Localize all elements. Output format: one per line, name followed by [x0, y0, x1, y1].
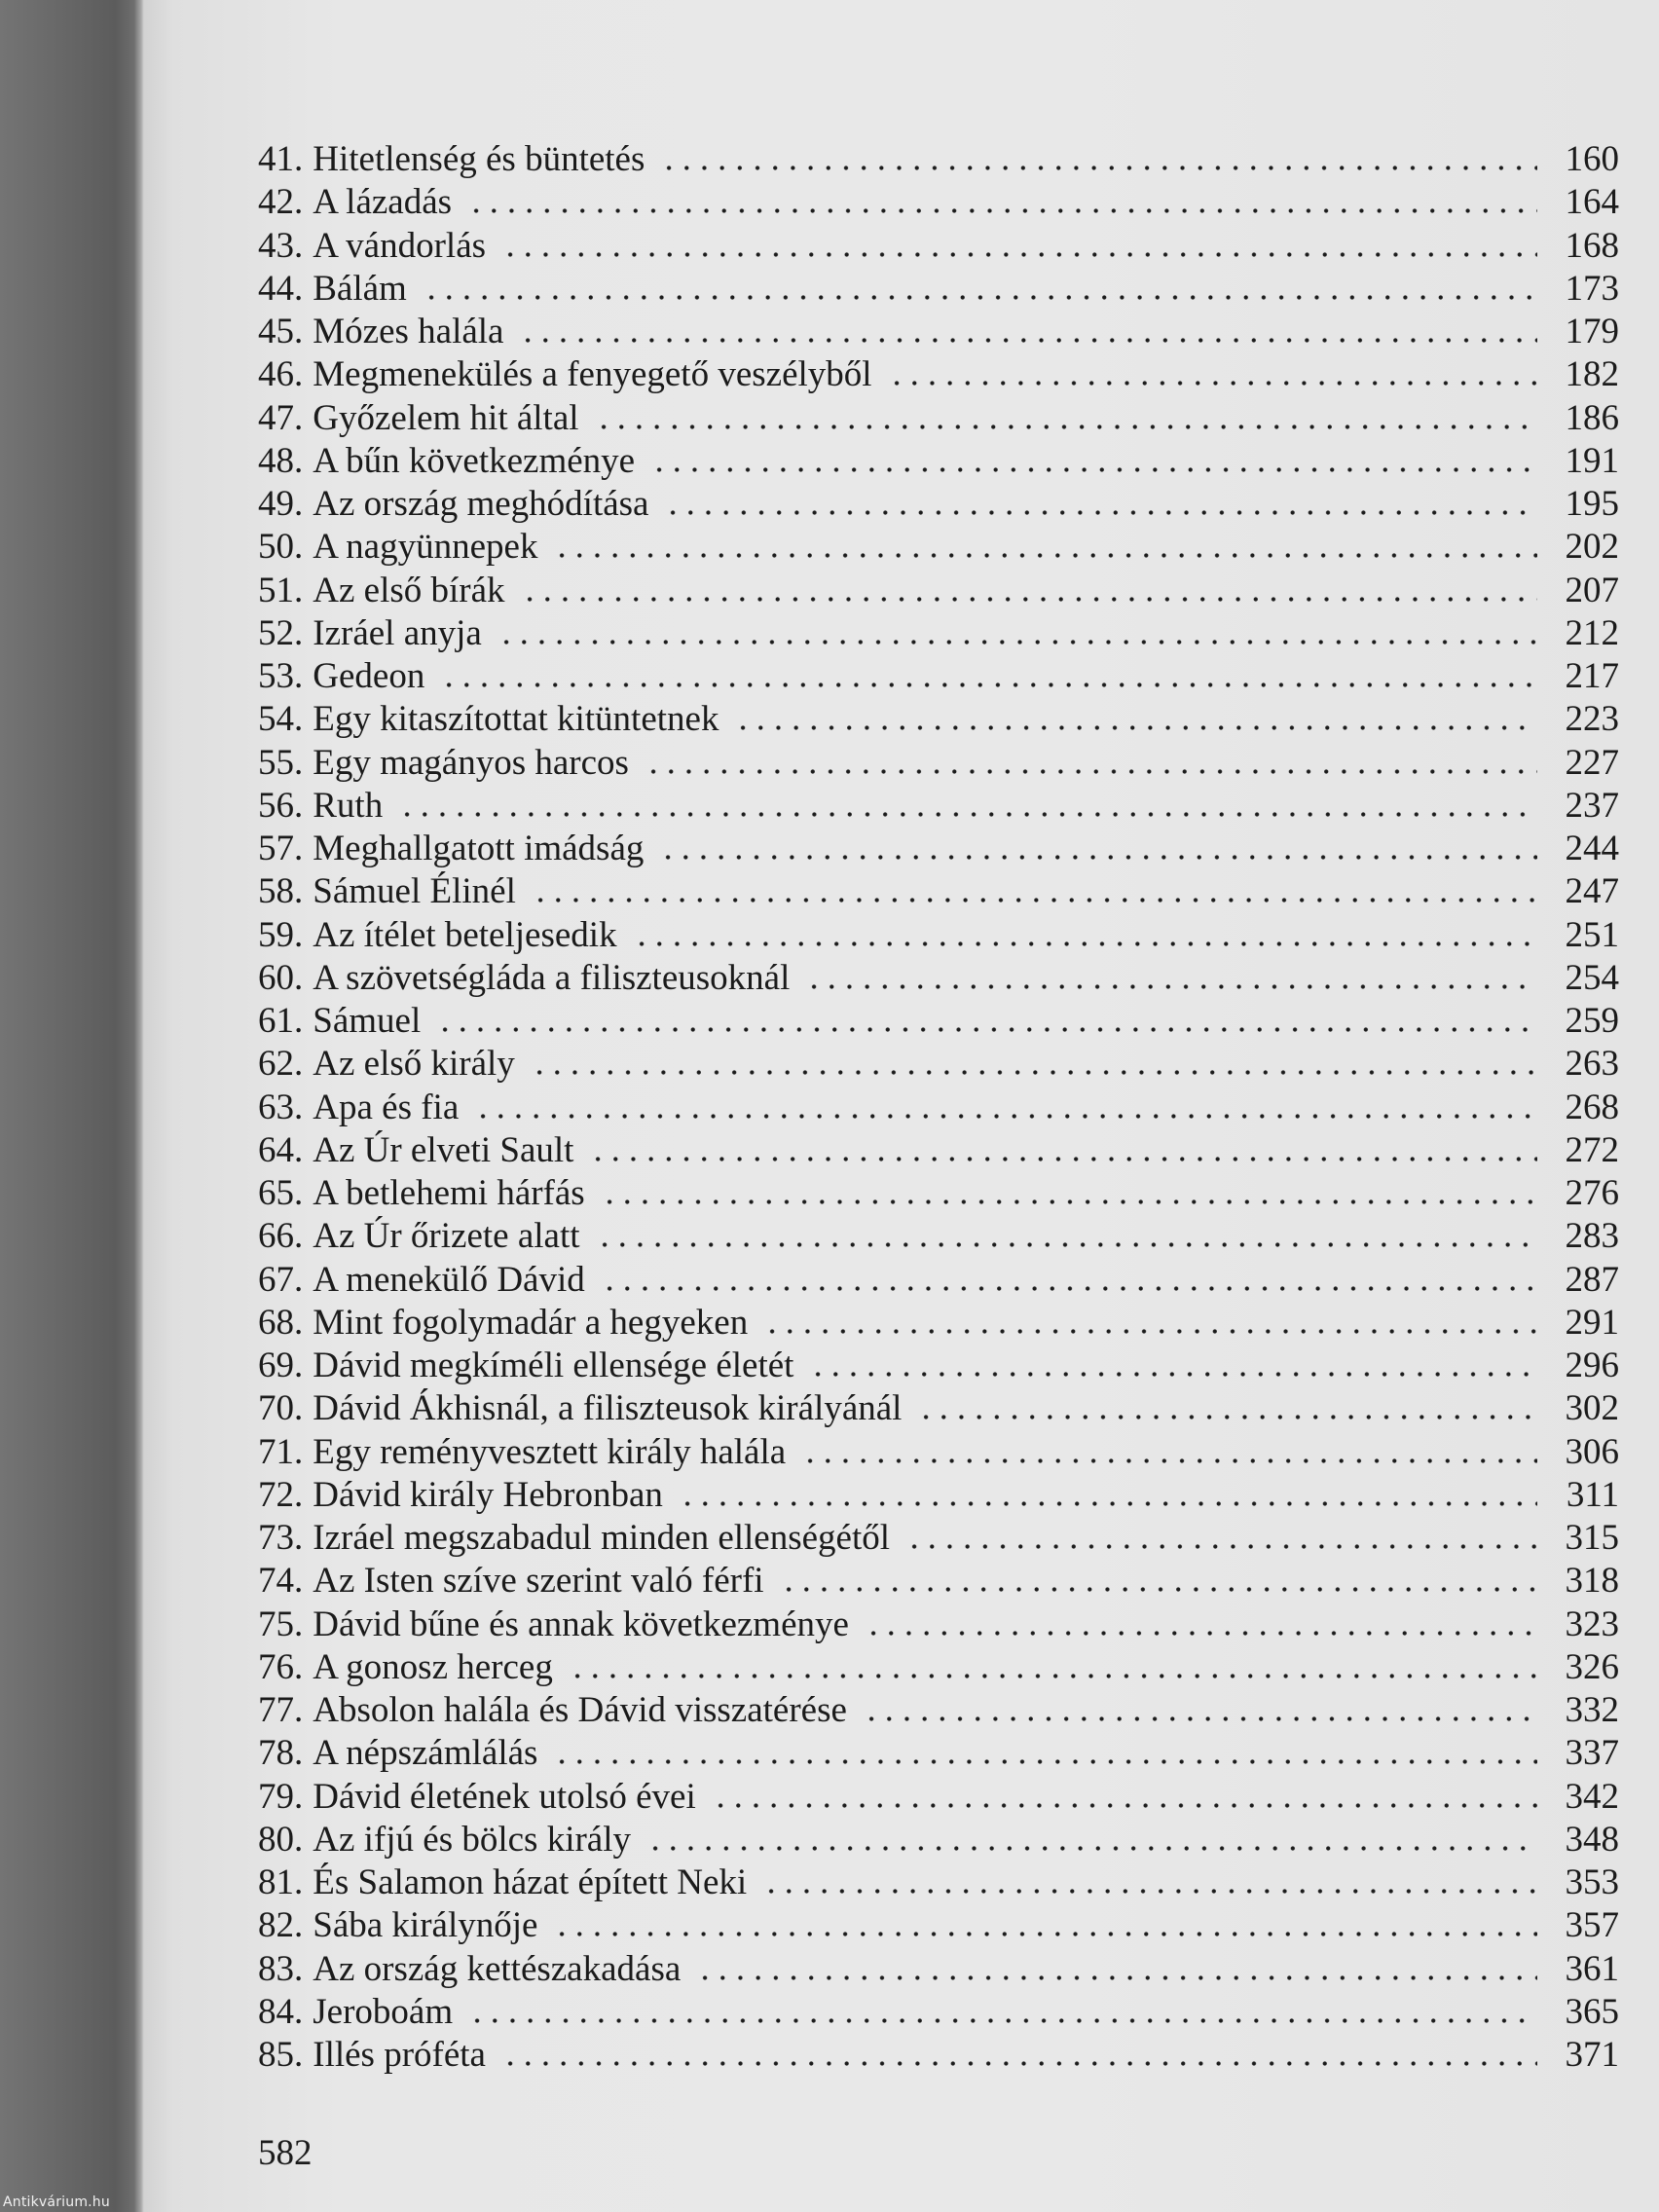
entry-page: 223	[1565, 699, 1619, 740]
dot-leader	[595, 424, 1537, 429]
dot-leader	[601, 1199, 1537, 1204]
toc-entry	[258, 1215, 1619, 1258]
entry-page: 227	[1565, 742, 1619, 783]
entry-number: 78.	[258, 1733, 304, 1774]
entry-page: 315	[1565, 1518, 1619, 1558]
dot-leader	[468, 2018, 1537, 2023]
entry-number: 71.	[258, 1431, 304, 1472]
toc-entry	[258, 1819, 1619, 1862]
entry-number: 61.	[258, 1001, 304, 1041]
entry-number: 74.	[258, 1561, 304, 1602]
entry-page: 342	[1565, 1776, 1619, 1817]
entry-page: 237	[1565, 785, 1619, 826]
entry-title: Az Úr elveti Sault	[313, 1129, 574, 1170]
entry-title: Apa és fia	[313, 1087, 460, 1127]
toc-entry	[258, 1904, 1619, 1947]
toc-entry	[258, 1431, 1619, 1474]
entry-page: 272	[1565, 1129, 1619, 1170]
entry-page: 323	[1565, 1604, 1619, 1644]
toc-entry	[258, 1387, 1619, 1430]
entry-number: 69.	[258, 1346, 304, 1385]
dot-leader	[780, 1587, 1537, 1592]
toc-list	[258, 138, 1619, 2077]
entry-title: Egy kitaszítottat kitüntetnek	[313, 699, 719, 740]
dot-leader	[531, 1070, 1537, 1075]
toc-entry	[258, 612, 1619, 655]
toc-entry	[258, 1776, 1619, 1819]
entry-title: Az Isten szíve szerint való férfi	[313, 1561, 764, 1602]
toc-entry	[258, 225, 1619, 268]
dot-leader	[589, 1157, 1537, 1161]
entry-title: És Salamon házat épített Neki	[313, 1862, 748, 1902]
entry-title: Dávid életének utolsó évei	[313, 1776, 696, 1817]
entry-title: Meghallgatott imádság	[313, 829, 645, 868]
dot-leader	[474, 1114, 1537, 1119]
entry-title: Mózes halála	[313, 312, 504, 351]
entry-number: 60.	[258, 957, 304, 998]
entry-number: 62.	[258, 1044, 304, 1085]
entry-page: 361	[1565, 1948, 1619, 1989]
toc-entry	[258, 397, 1619, 440]
entry-title: Dávid bűne és annak következménye	[313, 1604, 849, 1644]
entry-page: 337	[1565, 1733, 1619, 1774]
entry-title: A vándorlás	[313, 225, 487, 266]
entry-page: 306	[1565, 1431, 1619, 1472]
entry-page: 254	[1565, 957, 1619, 998]
entry-number: 44.	[258, 268, 304, 309]
entry-title: Az ítélet beteljesedik	[313, 914, 617, 955]
entry-page: 202	[1565, 527, 1619, 568]
entry-page: 287	[1565, 1259, 1619, 1300]
dot-leader	[679, 1501, 1537, 1506]
entry-page: 332	[1565, 1690, 1619, 1730]
dot-leader	[888, 381, 1537, 386]
dot-leader	[763, 1329, 1537, 1334]
dot-leader	[917, 1415, 1537, 1419]
toc-entry	[258, 353, 1619, 396]
toc-entry	[258, 1129, 1619, 1172]
dot-leader	[762, 1889, 1537, 1894]
entry-number: 52.	[258, 612, 304, 653]
entry-number: 76.	[258, 1646, 304, 1687]
entry-number: 80.	[258, 1819, 304, 1860]
dot-leader	[801, 1458, 1537, 1463]
entry-number: 77.	[258, 1690, 304, 1730]
toc-entry	[258, 870, 1619, 913]
dot-leader	[865, 1631, 1537, 1636]
dot-leader	[734, 725, 1537, 730]
entry-number: 58.	[258, 871, 304, 912]
entry-page: 217	[1565, 656, 1619, 696]
entry-page: 353	[1565, 1862, 1619, 1902]
toc-entry	[258, 311, 1619, 353]
toc-entry	[258, 785, 1619, 828]
toc-entry	[258, 655, 1619, 698]
entry-title: Az első bírák	[313, 570, 505, 610]
dot-leader	[863, 1716, 1537, 1721]
entry-page: 182	[1565, 354, 1619, 395]
dot-leader	[646, 1846, 1537, 1851]
entry-number: 48.	[258, 440, 304, 481]
entry-page: 263	[1565, 1044, 1619, 1085]
entry-number: 73.	[258, 1518, 304, 1558]
entry-page: 173	[1565, 268, 1619, 309]
entry-page: 251	[1565, 914, 1619, 955]
entry-page: 276	[1565, 1173, 1619, 1213]
entry-page: 326	[1565, 1646, 1619, 1687]
entry-number: 42.	[258, 182, 304, 223]
entry-number: 79.	[258, 1776, 304, 1817]
entry-title: Győzelem hit által	[313, 397, 579, 438]
entry-number: 56.	[258, 785, 304, 826]
entry-page: 191	[1565, 440, 1619, 481]
toc-entry	[258, 1345, 1619, 1387]
entry-title: A menekülő Dávid	[313, 1259, 585, 1300]
entry-number: 72.	[258, 1474, 304, 1515]
entry-title: Mint fogolymadár a hegyeken	[313, 1302, 749, 1343]
toc-entry	[258, 828, 1619, 870]
dot-leader	[905, 1544, 1537, 1549]
dot-leader	[645, 769, 1537, 774]
entry-page: 302	[1565, 1388, 1619, 1429]
entry-title: Az ország meghódítása	[313, 484, 649, 524]
entry-title: Hitetlenség és büntetés	[313, 139, 645, 179]
entry-number: 65.	[258, 1173, 304, 1213]
entry-number: 43.	[258, 225, 304, 266]
entry-title: Ruth	[313, 785, 384, 826]
toc-entry	[258, 1087, 1619, 1129]
dot-leader	[553, 1759, 1537, 1764]
entry-page: 291	[1565, 1302, 1619, 1343]
entry-number: 50.	[258, 527, 304, 568]
entry-number: 64.	[258, 1129, 304, 1170]
entry-title: Dávid Ákhisnál, a filiszteusok királyánál	[313, 1388, 903, 1429]
toc-entry	[258, 1474, 1619, 1517]
entry-number: 70.	[258, 1388, 304, 1429]
dot-leader	[519, 338, 1537, 343]
dot-leader	[601, 1286, 1537, 1291]
entry-page: 259	[1565, 1001, 1619, 1041]
toc-entry	[258, 742, 1619, 785]
entry-page: 186	[1565, 397, 1619, 438]
entry-title: Az ifjú és bölcs király	[313, 1819, 631, 1860]
entry-number: 53.	[258, 656, 304, 696]
toc-entry	[258, 1560, 1619, 1603]
toc-entry	[258, 1302, 1619, 1345]
entry-title: Izráel anyja	[313, 612, 482, 653]
entry-number: 84.	[258, 1991, 304, 2032]
entry-title: Dávid megkíméli ellensége életét	[313, 1346, 794, 1385]
entry-title: Sámuel	[313, 1001, 422, 1041]
toc-entry	[258, 1991, 1619, 2034]
toc-entry	[258, 1646, 1619, 1689]
toc-entry	[258, 2034, 1619, 2077]
entry-page: 283	[1565, 1216, 1619, 1257]
dot-leader	[501, 252, 1537, 257]
entry-title: Bálám	[313, 268, 407, 309]
entry-number: 45.	[258, 312, 304, 351]
entry-page: 318	[1565, 1561, 1619, 1602]
entry-page: 164	[1565, 182, 1619, 223]
toc-entry	[258, 440, 1619, 483]
entry-number: 59.	[258, 914, 304, 955]
entry-number: 54.	[258, 699, 304, 740]
entry-title: Sámuel Élinél	[313, 871, 516, 912]
entry-title: A gonosz herceg	[313, 1646, 553, 1687]
entry-title: Egy reményvesztett király halála	[313, 1431, 787, 1472]
entry-title: Az ország kettészakadása	[313, 1948, 682, 1989]
entry-title: Megmenekülés a fenyegető veszélyből	[313, 354, 872, 395]
toc-entry	[258, 1043, 1619, 1086]
entry-page: 168	[1565, 225, 1619, 266]
entry-page: 348	[1565, 1819, 1619, 1860]
dot-leader	[805, 984, 1537, 989]
entry-number: 75.	[258, 1604, 304, 1644]
dot-leader	[521, 597, 1537, 602]
toc-entry	[258, 1000, 1619, 1043]
book-spine-shadow	[0, 0, 144, 2212]
dot-leader	[696, 1975, 1537, 1980]
dot-leader	[498, 640, 1537, 645]
dot-leader	[569, 1674, 1537, 1678]
dot-leader	[436, 1027, 1537, 1032]
toc-entry	[258, 138, 1619, 181]
entry-page: 311	[1566, 1474, 1619, 1515]
entry-number: 82.	[258, 1905, 304, 1946]
dot-leader	[553, 553, 1537, 558]
dot-leader	[650, 467, 1537, 472]
entry-number: 83.	[258, 1948, 304, 1989]
dot-leader	[440, 682, 1537, 687]
entry-number: 68.	[258, 1302, 304, 1343]
entry-title: A bűn következménye	[313, 440, 636, 481]
entry-title: A szövetségláda a filiszteusoknál	[313, 957, 791, 998]
entry-number: 81.	[258, 1862, 304, 1902]
dot-leader	[532, 898, 1537, 903]
entry-page: 244	[1565, 829, 1619, 868]
toc-entry	[258, 914, 1619, 957]
entry-page: 296	[1565, 1346, 1619, 1385]
page-number: 582	[258, 2133, 313, 2173]
entry-title: Sába királynője	[313, 1905, 538, 1946]
toc-entry	[258, 957, 1619, 1000]
toc-entry	[258, 570, 1619, 612]
dot-leader	[553, 1932, 1537, 1936]
entry-number: 63.	[258, 1087, 304, 1127]
toc-entry	[258, 181, 1619, 224]
entry-title: Az első király	[313, 1044, 515, 1085]
entry-number: 51.	[258, 570, 304, 610]
entry-page: 247	[1565, 871, 1619, 912]
toc-entry	[258, 1862, 1619, 1904]
toc-entry	[258, 698, 1619, 741]
entry-title: Absolon halála és Dávid visszatérése	[313, 1690, 847, 1730]
entry-title: A lázadás	[313, 182, 453, 223]
watermark: Antikvárium.hu	[3, 2194, 110, 2210]
entry-number: 55.	[258, 742, 304, 783]
entry-number: 46.	[258, 354, 304, 395]
toc-entry	[258, 526, 1619, 569]
toc-entry	[258, 1689, 1619, 1732]
entry-page: 207	[1565, 570, 1619, 610]
entry-title: A nagyünnepek	[313, 527, 538, 568]
toc-entry	[258, 1517, 1619, 1560]
entry-page: 371	[1565, 2035, 1619, 2075]
entry-number: 57.	[258, 829, 304, 868]
entry-page: 212	[1565, 612, 1619, 653]
toc-entry	[258, 1172, 1619, 1215]
dot-leader	[809, 1372, 1537, 1377]
entry-number: 67.	[258, 1259, 304, 1300]
entry-number: 49.	[258, 484, 304, 524]
entry-number: 85.	[258, 2035, 304, 2075]
toc-entry	[258, 1948, 1619, 1991]
dot-leader	[659, 855, 1537, 860]
dot-leader	[664, 510, 1537, 515]
entry-title: Izráel megszabadul minden ellenségétől	[313, 1518, 891, 1558]
dot-leader	[398, 812, 1537, 817]
entry-page: 268	[1565, 1087, 1619, 1127]
entry-title: Az Úr őrizete alatt	[313, 1216, 580, 1257]
toc-entry	[258, 1732, 1619, 1775]
entry-title: Illés próféta	[313, 2035, 486, 2075]
dot-leader	[596, 1242, 1537, 1247]
entry-title: Dávid király Hebronban	[313, 1474, 663, 1515]
entry-page: 160	[1565, 139, 1619, 179]
entry-title: A népszámlálás	[313, 1733, 538, 1774]
entry-page: 179	[1565, 312, 1619, 351]
dot-leader	[467, 208, 1537, 213]
entry-number: 66.	[258, 1216, 304, 1257]
entry-title: Jeroboám	[313, 1991, 454, 2032]
entry-page: 365	[1565, 1991, 1619, 2032]
entry-page: 357	[1565, 1905, 1619, 1946]
toc-entry	[258, 1259, 1619, 1302]
entry-page: 195	[1565, 484, 1619, 524]
entry-title: Gedeon	[313, 656, 425, 696]
dot-leader	[633, 941, 1537, 946]
dot-leader	[660, 166, 1537, 170]
dot-leader	[423, 295, 1537, 300]
toc-entry	[258, 483, 1619, 526]
entry-number: 47.	[258, 397, 304, 438]
toc-entry	[258, 268, 1619, 311]
entry-title: A betlehemi hárfás	[313, 1173, 585, 1213]
dot-leader	[501, 2061, 1537, 2066]
entry-number: 41.	[258, 139, 304, 179]
toc-entry	[258, 1604, 1619, 1646]
dot-leader	[712, 1803, 1537, 1808]
entry-title: Egy magányos harcos	[313, 742, 629, 783]
